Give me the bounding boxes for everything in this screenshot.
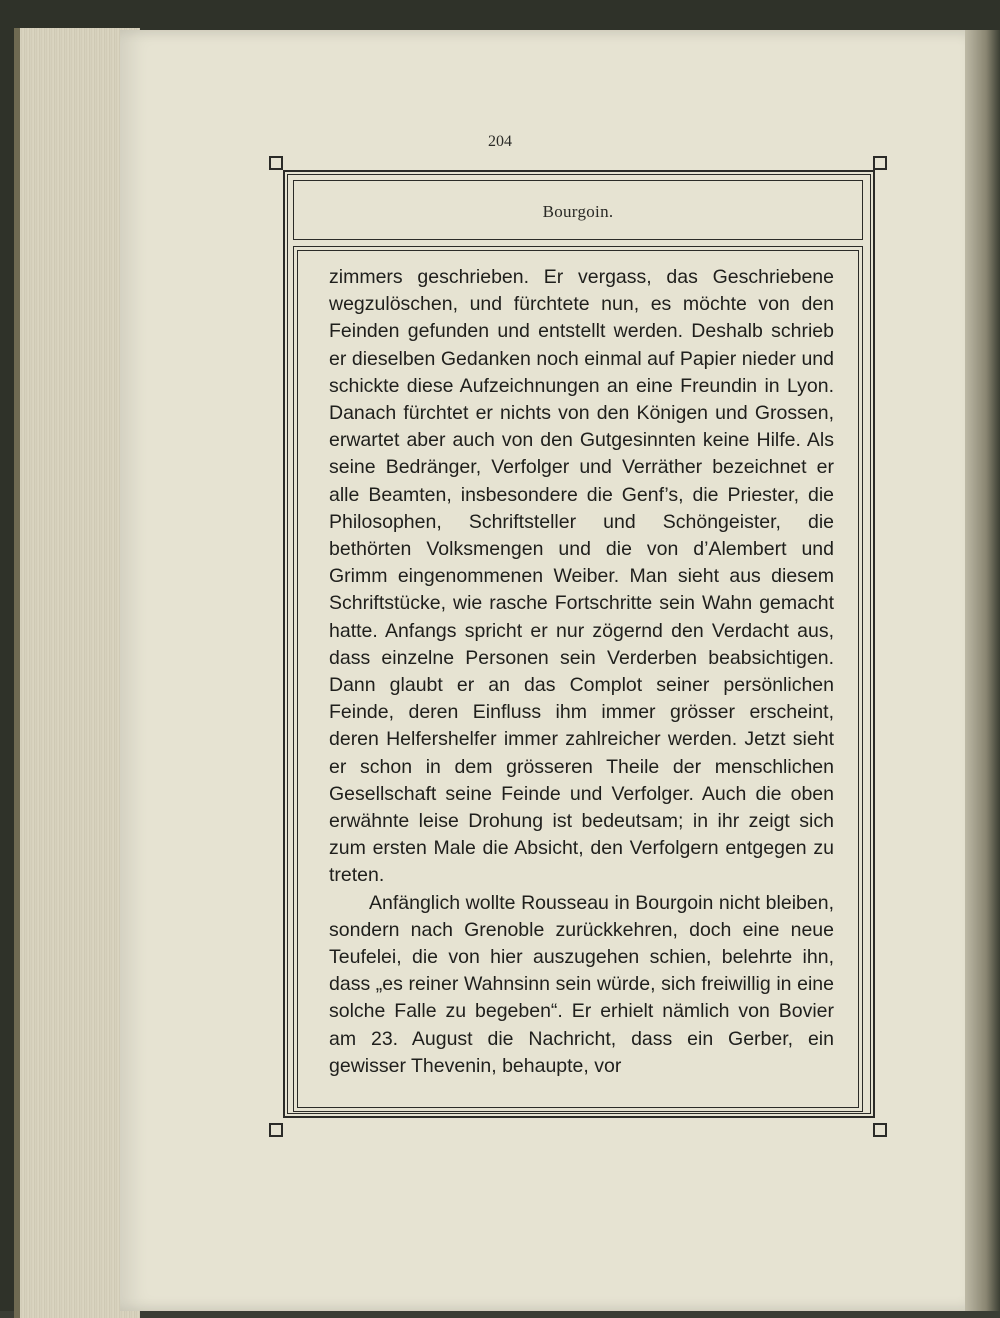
frame-corner-bottom-right (873, 1123, 887, 1137)
body-text (329, 264, 834, 1080)
running-header-box (293, 180, 863, 240)
frame-corner-top-right (873, 156, 887, 170)
running-header: Bourgoin. (542, 202, 614, 221)
page-number: 204 (488, 133, 512, 150)
paragraph: zimmers geschrieben. Er vergass, das Geschriebene wegzulöschen, und fürchtete nun, es möchte von den Feinden gefunden und entstellt werden. Deshalb schrieb er dieselben Gedanken noch einmal auf Papier nieder und schickte diese Aufzeichnungen an eine Freundin in Lyon. Danach fürchtet er nichts von den Königen und Grossen, erwartet aber auch von den Gutgesinnten keine Hilfe. Als seine Bedränger, Verfolger und Verräther bezeichnet er alle Beamten, insbesondere die Genf’s, die Priester, die Philosophen, Schriftsteller und Schöngeister, die bethörten Volksmengen und die von d’Alembert und Grimm eingenommenen Weiber. Man sieht aus diesem Schriftstücke, wie rasche Fortschritte sein Wahn gemacht hatte. Anfangs spricht er nur zögernd den Verdacht aus, dass einzelne Personen sein Verderben beabsichtigen. Dann glaubt er an das Complot seiner persönlichen Feinde, deren Einfluss ihm immer grösser erscheint, deren Helfershelfer immer zahlreicher werden. Jetzt sieht er schon in dem grösseren Theile der menschlichen Gesellschaft seine Feinde und Verfolger. Auch die oben erwähnte leise Drohung ist bedeutsam; in ihr zeigt sich zum ersten Male die Absicht, den Verfolgern entgegen zu treten. (329, 266, 834, 887)
frame-corner-bottom-left (269, 1123, 283, 1137)
right-page-edge (965, 30, 1000, 1311)
frame-corner-top-left (269, 156, 283, 170)
paragraph: Anfänglich wollte Rousseau in Bourgoin nicht bleiben, sondern nach Grenoble zurückkehren, doch eine neue Teufelei, die von hier auszugehen schien, belehrte ihn, dass „es reiner Wahnsinn sein würde, sich freiwillig in eine solche Falle zu begeben“. Er erhielt nämlich von Bovier am 23. August die Nachricht, dass ein Gerber, ein gewisser Thevenin, behaupte, vor (329, 891, 834, 1077)
